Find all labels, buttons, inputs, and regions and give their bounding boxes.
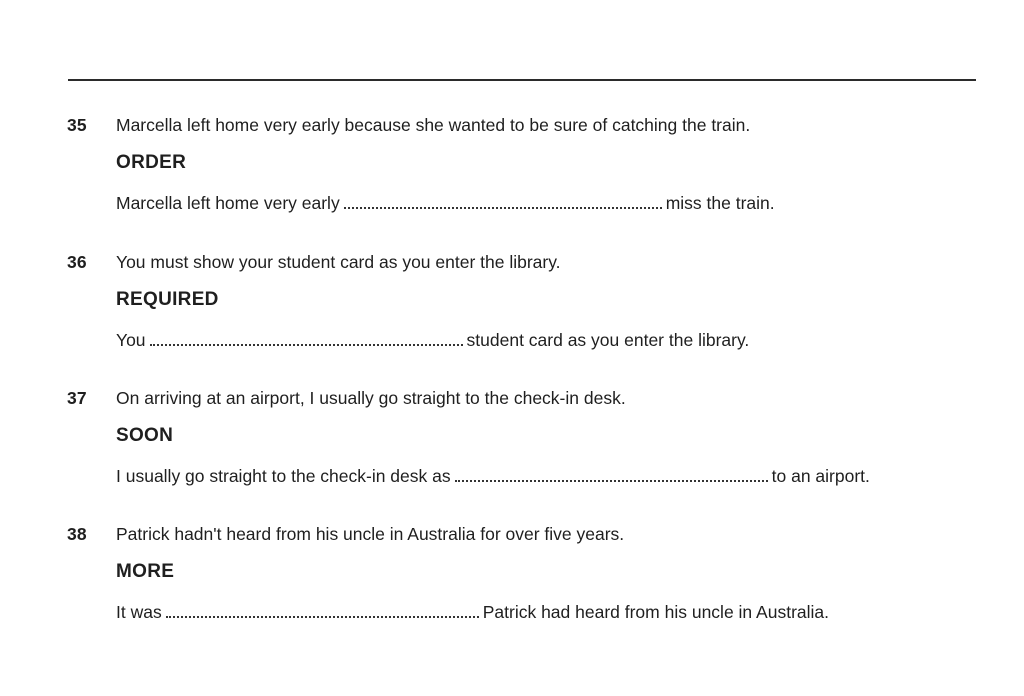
question-number: 37 — [67, 388, 87, 408]
answer-prefix: I usually go straight to the check-in desk as — [116, 466, 451, 486]
answer-prefix: Marcella left home very early — [116, 193, 340, 213]
answer-line — [116, 602, 829, 623]
question-sentence: Patrick hadn't heard from his uncle in Australia for over five years. — [116, 524, 625, 544]
question-sentence: You must show your student card as you enter the library. — [116, 252, 561, 272]
question-keyword: SOON — [116, 425, 174, 446]
answer-suffix: student card as you enter the library. — [466, 330, 750, 350]
answer-line — [116, 193, 775, 214]
question-sentence: On arriving at an airport, I usually go straight to the check-in desk. — [116, 388, 626, 408]
question-keyword: MORE — [116, 561, 175, 582]
answer-prefix: You — [116, 330, 146, 350]
question-sentence: Marcella left home very early because she wanted to be sure of catching the train. — [116, 115, 751, 135]
question-number: 38 — [67, 524, 87, 544]
answer-blank[interactable] — [150, 332, 463, 346]
question-keyword: REQUIRED — [116, 289, 219, 310]
answer-suffix: Patrick had heard from his uncle in Australia. — [482, 602, 830, 622]
answer-blank[interactable] — [344, 195, 662, 209]
top-divider — [68, 79, 976, 81]
answer-blank[interactable] — [455, 468, 768, 482]
answer-prefix: It was — [116, 602, 162, 622]
question-number: 36 — [67, 252, 87, 272]
answer-suffix: to an airport. — [771, 466, 870, 486]
answer-blank[interactable] — [166, 604, 479, 618]
answer-suffix: miss the train. — [665, 193, 775, 213]
question-keyword: ORDER — [116, 152, 187, 173]
question-number: 35 — [67, 115, 87, 135]
answer-line — [116, 466, 870, 487]
answer-line — [116, 330, 749, 351]
